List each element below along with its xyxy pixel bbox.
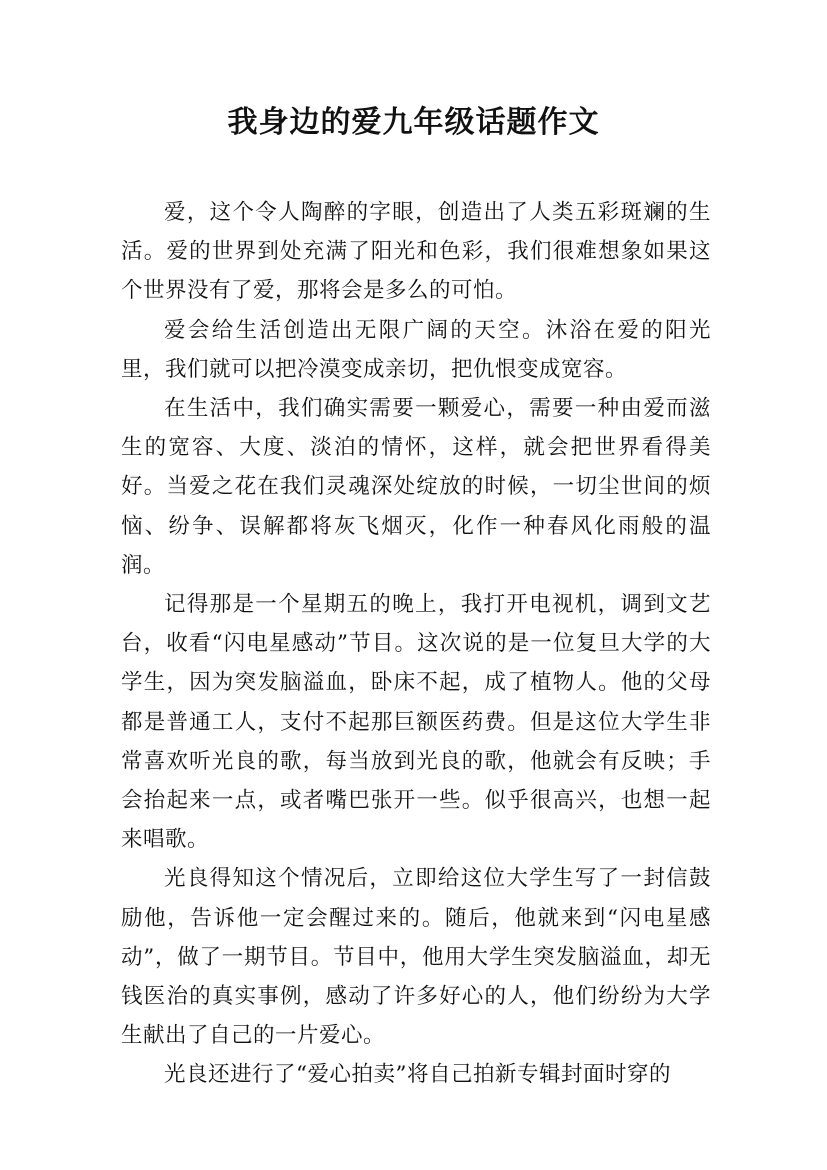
paragraph: 爱会给生活创造出无限广阔的天空。沐浴在爱的阳光里，我们就可以把冷漠变成亲切，把仇恨变成宽容。 [121, 317, 711, 382]
paragraph: 光良得知这个情况后，立即给这位大学生写了一封信鼓励他，告诉他一定会醒过来的。随后，他就来到“闪电星感动”，做了一期节目。节目中，他用大学生突发脑溢血，却无钱医治的真实事例，感动了许多好心的人，他们纷纷为大学生献出了自己的一片爱心。 [121, 866, 711, 1049]
paragraph: 光良还进行了“爱心拍卖”将自己拍新专辑封面时穿的 [164, 1062, 671, 1088]
document-title: 我身边的爱九年级话题作文 [227, 105, 600, 140]
document-body [121, 193, 711, 1095]
paragraph: 在生活中，我们确实需要一颗爱心，需要一种由爱而滋生的宽容、大度、淡泊的情怀，这样，就会把世界看得美好。当爱之花在我们灵魂深处绽放的时候，一切尘世间的烦恼、纷争、误解都将灰飞烟灭，化作一种春风化雨般的温润。 [121, 396, 711, 578]
paragraph: 爱，这个令人陶醉的字眼，创造出了人类五彩斑斓的生活。爱的世界到处充满了阳光和色彩，我们很难想象如果这个世界没有了爱，那将会是多么的可怕。 [121, 200, 711, 304]
paragraph: 记得那是一个星期五的晚上，我打开电视机，调到文艺台，收看“闪电星感动”节目。这次说的是一位复旦大学的大学生，因为突发脑溢血，卧床不起，成了植物人。他的父母都是普通工人，支付不起那巨额医药费。但是这位大学生非常喜欢听光良的歌，每当放到光良的歌，他就会有反映；手会抬起来一点，或者嘴巴张开一些。似乎很高兴，也想一起来唱歌。 [121, 592, 711, 853]
